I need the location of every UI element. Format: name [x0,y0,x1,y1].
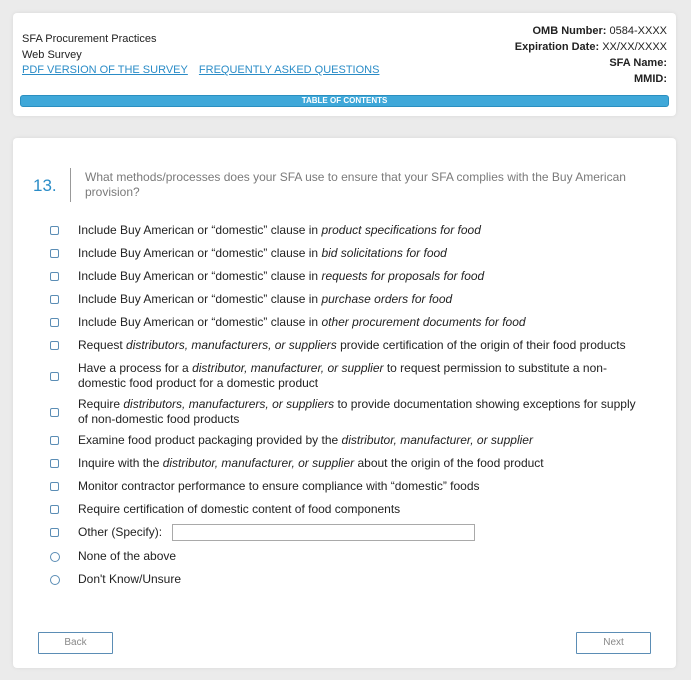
answer-option[interactable] [50,397,650,427]
option-checkbox[interactable] [50,226,59,235]
option-label-emphasis: distributors, manufacturers, or suppliers [123,397,335,411]
answer-option[interactable] [50,572,650,587]
option-label [78,479,648,494]
option-checkbox[interactable] [50,249,59,258]
question-number: 13. [33,176,57,195]
other-specify-input[interactable] [172,524,475,541]
header-links [22,62,387,78]
option-checkbox[interactable] [50,528,59,537]
answer-option[interactable] [50,502,650,517]
option-radio[interactable] [50,575,60,585]
answer-option[interactable] [50,361,650,391]
option-label [78,361,648,391]
option-label-text: Inquire with the [78,456,163,470]
option-radio[interactable] [50,552,60,562]
option-label-text: Include Buy American or “domestic” clause in [78,246,322,260]
option-label-text: Include Buy American or “domestic” clause in [78,269,322,283]
option-label-text: to request permission to substitute a non-domestic food product for a domestic product [78,361,607,390]
option-label-emphasis: requests for proposals for food [321,269,485,283]
mmid: MMID: [634,73,667,85]
answer-option[interactable] [50,292,650,307]
option-label-text: Require certification of domestic content of food components [78,502,401,516]
option-label [78,315,648,330]
answer-option[interactable] [50,549,650,564]
sfa-name: SFA Name: [609,57,667,69]
option-label [78,456,648,471]
option-label-text: Require [78,397,124,411]
option-label [78,549,648,564]
back-button[interactable]: Back [38,632,113,654]
option-label [78,246,648,261]
answer-option[interactable] [50,246,650,261]
option-label-emphasis: product specifications for food [321,223,481,237]
option-label-text: Don't Know/Unsure [78,572,182,586]
question-card [13,138,676,668]
option-label-text: about the origin of the food product [354,456,544,470]
option-label-emphasis: distributor, manufacturer, or supplier [192,361,384,375]
option-label [78,223,648,238]
option-label [78,502,648,517]
option-label-text: Monitor contractor performance to ensure compliance with “domestic” foods [78,479,480,493]
option-checkbox[interactable] [50,295,59,304]
answer-option[interactable] [50,315,650,330]
answer-option[interactable] [50,433,650,448]
option-label-emphasis: distributor, manufacturer, or supplier [162,456,355,470]
question-divider [70,168,71,202]
question-text: What methods/processes does your SFA use to ensure that your SFA complies with the Buy American provision? [85,170,626,199]
option-label-emphasis: distributors, manufacturers, or suppliers [126,338,337,352]
option-label [78,338,648,353]
option-checkbox[interactable] [50,436,59,445]
option-checkbox[interactable] [50,341,59,350]
option-label [78,433,648,448]
option-label-emphasis: bid solicitations for food [321,246,447,260]
answer-option[interactable] [50,479,650,494]
option-label-emphasis: other procurement documents for food [321,315,526,329]
option-checkbox[interactable] [50,372,59,381]
survey-subtitle: Web Survey [22,49,82,61]
answer-option[interactable] [50,338,650,353]
next-button[interactable]: Next [576,632,651,654]
option-checkbox[interactable] [50,482,59,491]
option-label-text: Other (Specify): [78,525,163,539]
option-label [78,269,648,284]
table-of-contents-button[interactable]: TABLE OF CONTENTS [20,95,669,107]
option-label-text: None of the above [78,549,177,563]
option-label [78,397,648,427]
faq-link[interactable]: FREQUENTLY ASKED QUESTIONS [198,64,380,76]
header-meta-block [515,23,667,87]
answer-option[interactable] [50,456,650,471]
option-checkbox[interactable] [50,408,59,417]
survey-header [13,13,676,116]
option-label-text: Include Buy American or “domestic” clause in [78,315,322,329]
option-label-text: Include Buy American or “domestic” clause in [78,292,322,306]
option-checkbox[interactable] [50,459,59,468]
omb-number: OMB Number: 0584-XXXX [532,25,667,37]
option-label-emphasis: distributor, manufacturer, or supplier [341,433,533,447]
option-checkbox[interactable] [50,272,59,281]
option-label-text: provide certification of the origin of their food products [336,338,626,352]
option-label-text: Have a process for a [78,361,193,375]
option-checkbox[interactable] [50,505,59,514]
pdf-version-link[interactable]: PDF VERSION OF THE SURVEY [22,64,188,76]
answer-option[interactable] [50,269,650,284]
option-label-text: to provide documentation showing exceptions for supply of non-domestic food products [78,397,636,426]
option-label-emphasis: purchase orders for food [321,292,453,306]
option-label-text: Examine food product packaging provided by the [78,433,342,447]
answer-option[interactable] [50,223,650,238]
option-label [78,292,648,307]
option-label [78,572,648,587]
option-label-text: Include Buy American or “domestic” clause in [78,223,322,237]
option-checkbox[interactable] [50,318,59,327]
option-label-text: Request [78,338,127,352]
expiration-date: Expiration Date: XX/XX/XXXX [514,41,667,53]
header-title-block [22,31,387,78]
survey-title: SFA Procurement Practices [22,33,157,45]
